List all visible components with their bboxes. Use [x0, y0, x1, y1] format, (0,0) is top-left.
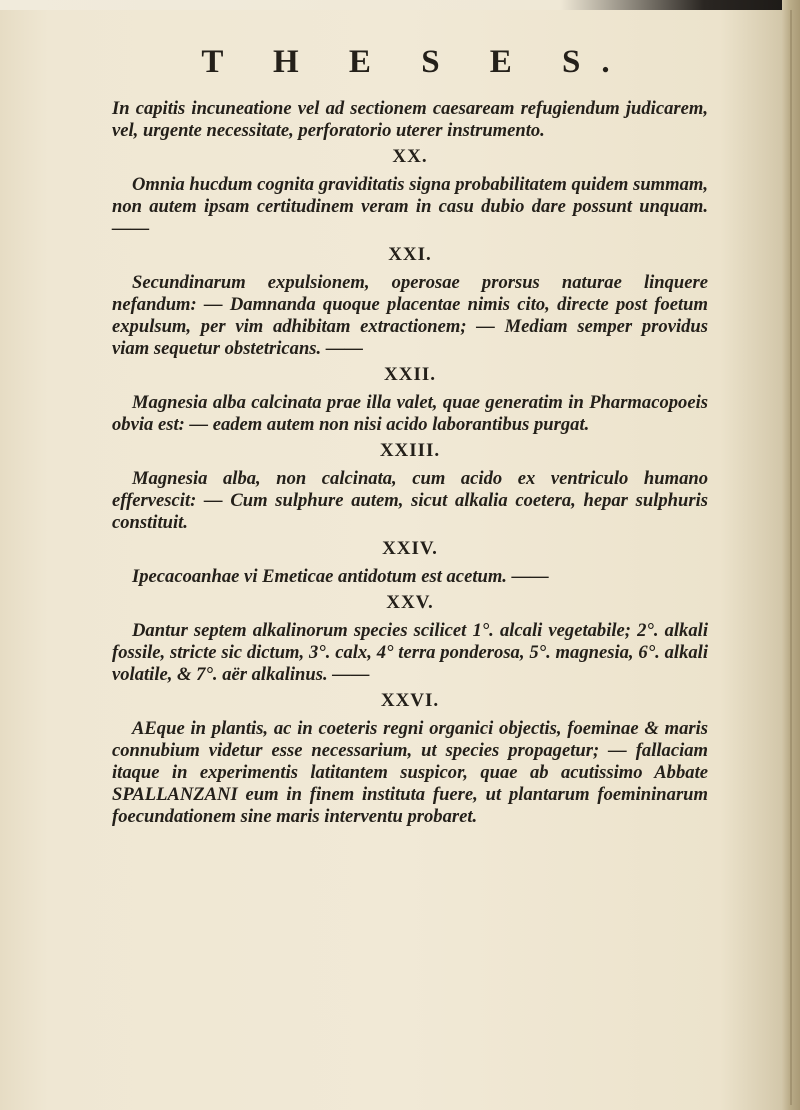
thesis-text-xxv: Dantur septem alkalinorum species scilicet 1°. alcali vegetabile; 2°. alkali fossile, stricte sic dictum, 3°. calx, 4° terra ponderosa, 5°. magnesia, 6°. alkali volatile, & 7°. aër alkalinus. ——: [112, 620, 708, 685]
page-title: T H E S E S.: [201, 44, 631, 80]
page-content: [112, 42, 708, 828]
thesis-number-xxii: XXII.: [384, 364, 436, 385]
thesis-number-xxiv: XXIV.: [382, 538, 438, 559]
thesis-text-xxii: Magnesia alba calcinata prae illa valet, quae generatim in Pharmacopoeis obvia est: — eadem autem non nisi acido laborantibus purgat.: [112, 392, 708, 435]
thesis-number-xxvi: XXVI.: [380, 690, 440, 711]
thesis-text-xxi: Secundinarum expulsionem, operosae prorsus naturae linquere nefandum: — Damnanda quoque placentae nimis cito, directe post foetum expulsum, per vim adhibitam extractionem; — Mediam semper providus viam sequetur obstetricans. ——: [112, 272, 708, 359]
thesis-number-xxiii: XXIII.: [379, 440, 441, 461]
thesis-number-xx: XX.: [392, 146, 428, 167]
thesis-text-intro: In capitis incuneatione vel ad sectionem caesaream refugiendum judicarem, vel, urgente necessitate, perforatorio uterer instrumento.: [112, 98, 708, 141]
thesis-text-xx: Omnia hucdum cognita graviditatis signa probabilitatem quidem summam, non autem ipsam certitudinem veram in casu dubio dare possunt unquam. ——: [112, 174, 708, 239]
scan-top-edge: [0, 0, 800, 10]
page-edge-shadow: [790, 10, 792, 1105]
thesis-number-xxv: XXV.: [386, 592, 434, 613]
thesis-text-xxiii: Magnesia alba, non calcinata, cum acido ex ventriculo humano effervescit: — Cum sulphure autem, sicut alkalia coetera, hepar sulphuris constituit.: [112, 468, 708, 533]
thesis-number-xxi: XXI.: [388, 244, 432, 265]
thesis-text-xxvi: AEque in plantis, ac in coeteris regni organici objectis, foeminae & maris connubium videtur esse necessarium, ut species propagetur; — fallaciam itaque in experimentis latitantem suspicor, quae ab acutissimo Abbate SPALLANZANI eum in finem instituta fuere, ut plantarum foemininarum foecundationem sine maris interventu probaret.: [112, 718, 708, 827]
thesis-text-xxiv: Ipecacoanhae vi Emeticae antidotum est acetum. ——: [132, 566, 549, 587]
